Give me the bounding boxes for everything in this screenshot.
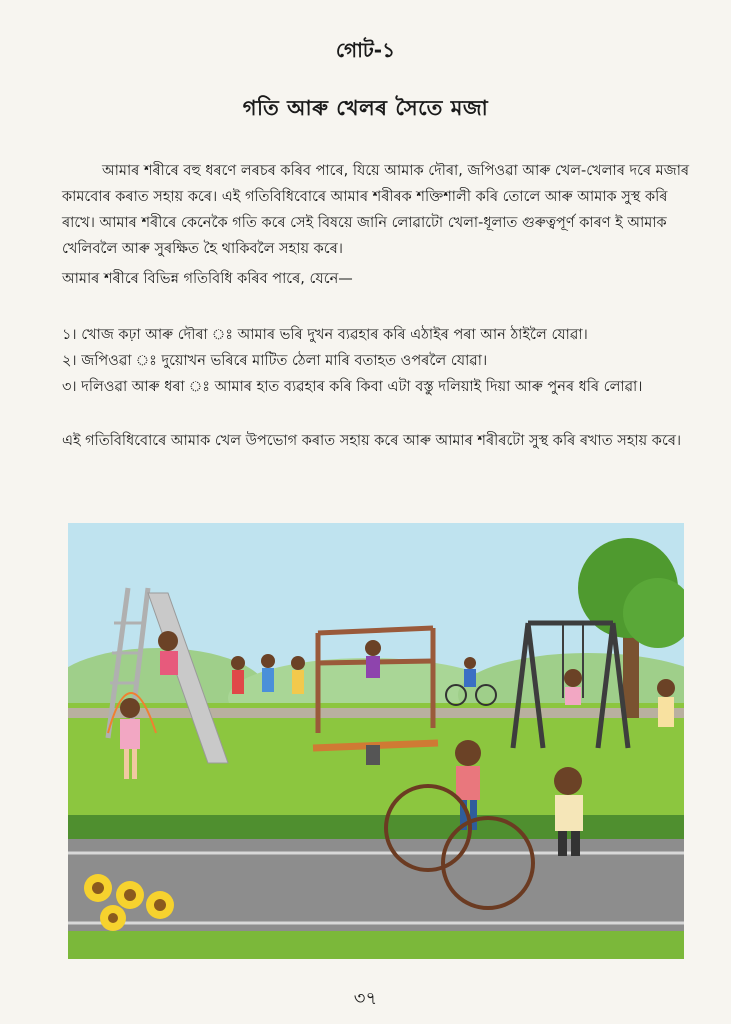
list-item: ৩। দলিওৱা আৰু ধৰা ঃ আমাৰ হাত ব্যৱহাৰ কৰি কিবা এটা বস্তু দলিয়াই দিয়া আৰু পুনৰ ধৰি লোৱা। <box>62 379 643 395</box>
lead-paragraph: আমাৰ শৰীৰে বিভিন্ন গতিবিধি কৰিব পাৰে, যেনে— <box>62 271 353 287</box>
grass-field <box>68 703 684 833</box>
list-item: ১। খোজ কঢ়া আৰু দৌৰা ঃ আমাৰ ভৰি দুখন ব্যৱহাৰ কৰি এঠাইৰ পৰা আন ঠাইলৈ যোৱা। <box>62 327 588 343</box>
list-item: ২। জপিওৱা ঃ দুয়োখন ভৰিৰে মাটিত ঠেলা মাৰি বতাহত ওপৰলৈ যোৱা। <box>62 353 488 369</box>
hedge <box>68 815 684 839</box>
movement-list <box>62 322 712 400</box>
unit-title: গোট-১ <box>335 38 396 62</box>
child-on-swing <box>564 669 582 705</box>
intro-paragraph: আমাৰ শৰীৰে বহু ধৰণে লৰচৰ কৰিব পাৰে, যিয়ে আমাক দৌৰা, জপিওৱা আৰু খেল-খেলাৰ দৰে মজাৰ কামবোৰ কৰাত সহায় কৰে। এই গতিবিধিবোৰে আমাৰ শৰীৰক শক্তিশালী কৰি তোলে আৰু আমাক সুস্থ কৰি ৰাখে। আমাৰ শৰীৰে কেনেকৈ গতি কৰে সেই বিষয়ে জানি লোৱাটো খেলা-ধূলাত গুৰুত্বপূৰ্ণ কাৰণ ই আমাক খেলিবলৈ আৰু সুৰক্ষিত হৈ থাকিবলৈ সহায় কৰে। <box>62 163 690 257</box>
closing-paragraph: এই গতিবিধিবোৰে আমাক খেল উপভোগ কৰাত সহায় কৰে আৰু আমাৰ শৰীৰটো সুস্থ কৰি ৰখাত সহায় কৰে। <box>62 433 682 449</box>
child-on-bars <box>365 640 381 678</box>
child-standing <box>657 679 675 727</box>
page-number: ৩৭ <box>353 988 378 1009</box>
children-group <box>231 654 305 694</box>
playground-illustration <box>68 523 684 959</box>
child-on-slide <box>158 631 178 675</box>
lesson-title: গতি আৰু খেলৰ সৈতে মজা <box>242 96 489 120</box>
